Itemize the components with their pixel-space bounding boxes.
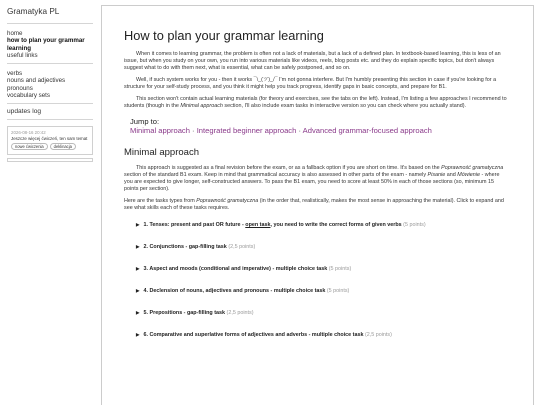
task-points: (2,5 points) bbox=[364, 332, 392, 338]
site-title-link[interactable]: Gramatyka PL bbox=[7, 7, 60, 16]
update-entry-collapsed bbox=[7, 158, 93, 162]
jump-link-integrated-beginner[interactable]: Integrated beginner approach bbox=[196, 126, 297, 135]
nav-link-nouns-adjectives[interactable]: nouns and adjectives bbox=[7, 77, 66, 85]
task-summary-2[interactable]: ▶ 2. Conjunctions - gap-filling task (2,5 points) bbox=[136, 244, 256, 250]
update-text: Jeszcze więcej ćwiczeń, ten sam temat bbox=[11, 136, 88, 142]
task-summary-6[interactable]: ▶ 6. Comparative and superlative forms of adjectives and adverbs - multiple choice task (2,5 points) bbox=[136, 332, 392, 338]
task-points: (2,5 points) bbox=[226, 310, 254, 316]
divider bbox=[7, 119, 93, 120]
intro-paragraph: When it comes to learning grammar, the problem is often not a lack of materials, but a lack of a defined plan. In textbook-based learning, this is less of an issue, but when you study on your own, you run into various materials like videos, reels, blog posts etc. and they do explain specific topics, but don't always suggest what to do with them next, what is essential, what can be safely postponed, and so on. bbox=[124, 51, 501, 71]
expand-triangle-icon: ▶ bbox=[136, 266, 140, 271]
nav-link-home[interactable]: home bbox=[7, 30, 23, 37]
tag-pill[interactable]: deklinacja bbox=[50, 143, 76, 150]
expand-triangle-icon: ▶ bbox=[136, 332, 140, 337]
primary-nav bbox=[7, 30, 100, 59]
nav-link-vocabulary-sets[interactable]: vocabulary sets bbox=[7, 92, 50, 100]
task-points: (5 points) bbox=[328, 266, 352, 272]
sidebar bbox=[0, 0, 100, 405]
section-title: Minimal approach bbox=[124, 147, 199, 158]
nav-link-verbs[interactable]: verbs bbox=[7, 70, 23, 78]
section-paragraph: Here are the tasks types from Poprawność gramatyczna (in the order that, realistically, makes the most sense in approaching the material). Click to expand and see what skills each of these tasks requires. bbox=[124, 198, 504, 211]
tag-pill[interactable]: nowe ćwiczenia bbox=[11, 143, 48, 150]
jump-to-nav: Jump to: Minimal approach · Integrated beginner approach · Advanced grammar-focused approach bbox=[124, 117, 509, 135]
jump-to-label: Jump to: bbox=[130, 117, 160, 126]
expand-triangle-icon: ▶ bbox=[136, 222, 140, 227]
intro-paragraph: Well, if such system works for you - then it works ¯\_(ツ)_/¯ I'm not gonna interfere. But I'm humbly presenting this section in case if you're looking for a structure for your self-study process, and you think it might help you track progress, identify gaps in basic concepts, and prepare for B1. bbox=[124, 77, 497, 90]
expand-triangle-icon: ▶ bbox=[136, 310, 140, 315]
update-entry bbox=[7, 126, 93, 155]
update-date: 2026-08-16 20:42 bbox=[11, 130, 46, 136]
jump-link-advanced-grammar[interactable]: Advanced grammar-focused approach bbox=[302, 126, 432, 135]
divider bbox=[7, 23, 93, 24]
task-summary-5[interactable]: ▶ 5. Prepositions - gap-filling task (2,5 points) bbox=[136, 310, 254, 316]
jump-link-minimal[interactable]: Minimal approach bbox=[130, 126, 190, 135]
divider bbox=[7, 103, 93, 104]
task-summary-4[interactable]: ▶ 4. Declension of nouns, adjectives and pronouns - multiple choice task (5 points) bbox=[136, 288, 350, 294]
nav-link-useful-links[interactable]: useful links bbox=[7, 51, 38, 59]
task-points: (5 points) bbox=[403, 222, 426, 228]
page-title: How to plan your grammar learning bbox=[124, 28, 324, 43]
expand-triangle-icon: ▶ bbox=[136, 288, 140, 293]
main-content bbox=[101, 5, 534, 405]
section-paragraph: This approach is suggested as a final revision before the exam, or as a fallback option if you are short on time. It's based on the Poprawność gramatyczna section of the standard B1 exam. Keep in mind that grammatical accuracy is also assessed in other parts of the exam - namely Pisanie and Mówienie - where you are expected to give longer, self-constructed answers. To pass the B1 exam, you need to score at least 50% in each of those sections (so, minimum 15 points per section). bbox=[124, 165, 504, 192]
task-points: (5 points) bbox=[326, 288, 350, 294]
secondary-nav bbox=[7, 70, 100, 99]
expand-triangle-icon: ▶ bbox=[136, 244, 140, 249]
updates-heading: updates log bbox=[7, 108, 42, 116]
nav-link-grammar-plan[interactable]: how to plan your grammar learning bbox=[7, 37, 85, 52]
task-summary-3[interactable]: ▶ 3. Aspect and moods (conditional and imperative) - multiple choice task (5 points) bbox=[136, 266, 352, 272]
task-points: (2,5 points) bbox=[228, 244, 256, 250]
intro-paragraph: This section won't contain actual learning materials (for theory and exercises, see the tabs on the left). Instead, I'm listing a few approaches I recommend to students (though in the Minimal approach section, I'll also include exam tasks in interactive version so you can check where you actually stand). bbox=[124, 96, 507, 109]
nav-link-pronouns[interactable]: pronouns bbox=[7, 84, 33, 92]
divider bbox=[7, 63, 93, 64]
task-summary-1[interactable]: ▶ 1. Tenses: present and past OR future - open task, you need to write the correct forms of given verbs (5 points) bbox=[136, 222, 426, 228]
